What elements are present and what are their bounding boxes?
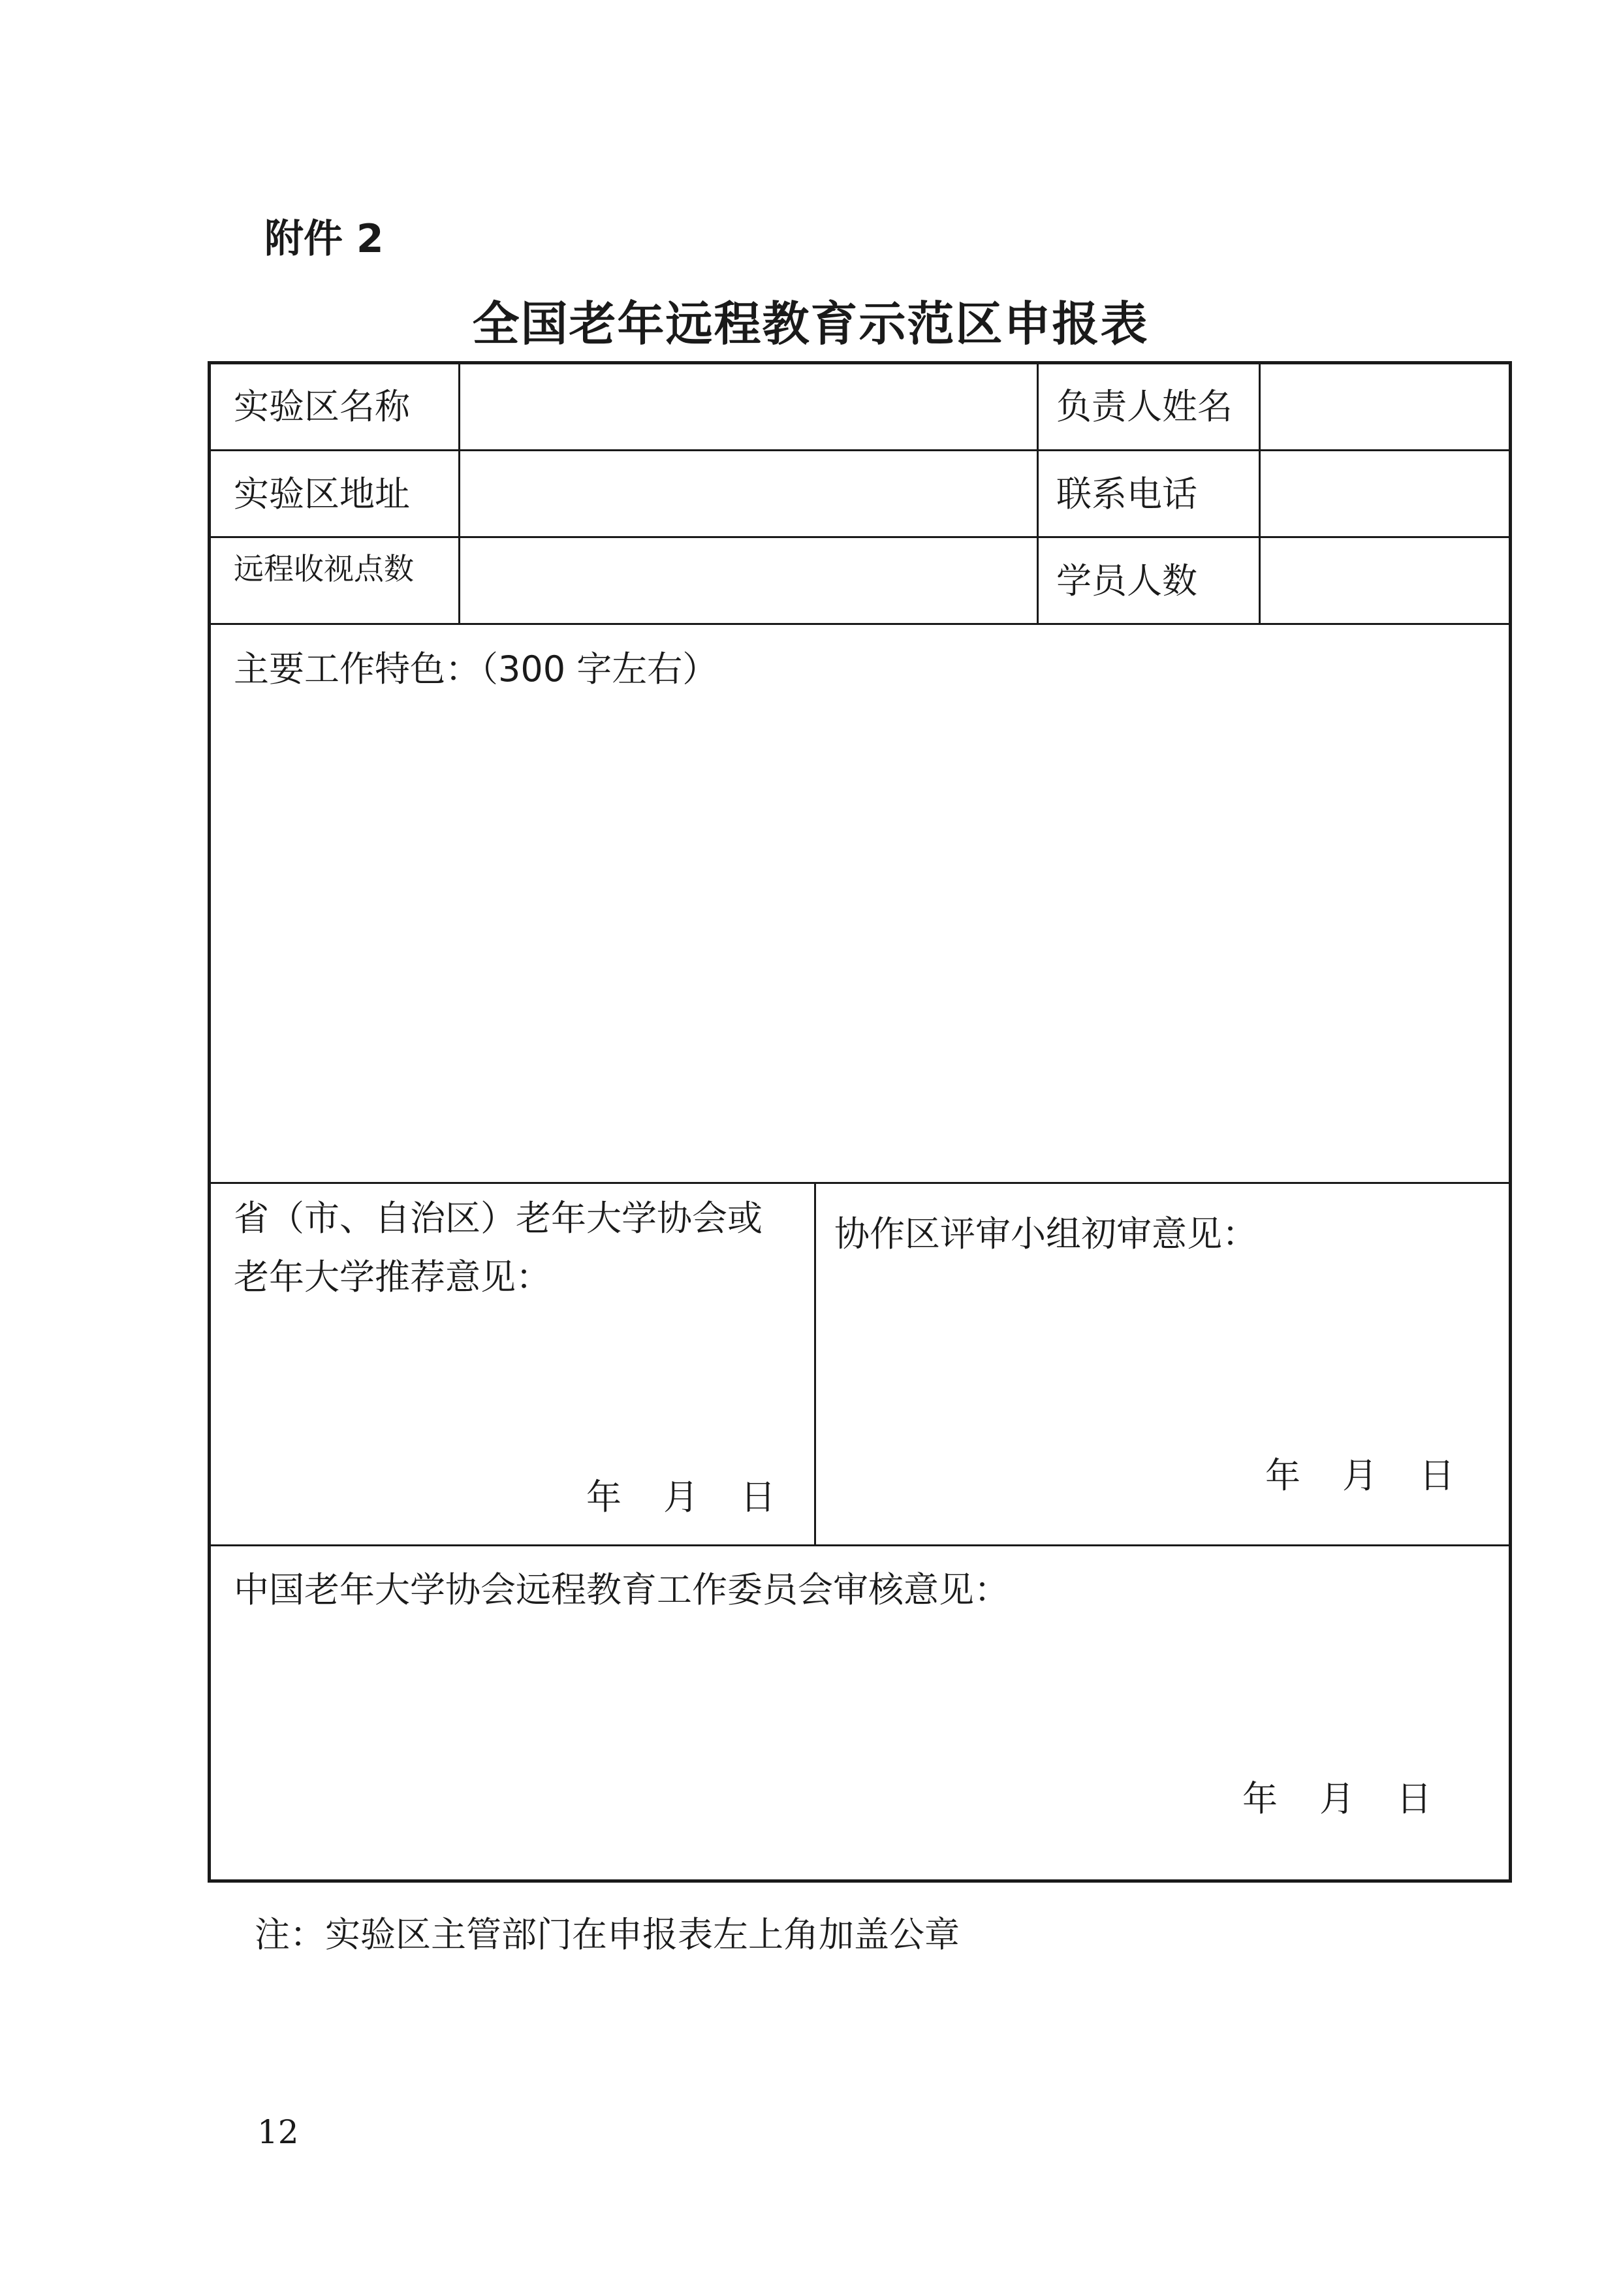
date-year: 年: [1242, 1778, 1278, 1819]
recommendation-area[interactable]: [211, 1311, 814, 1442]
committee-review-area[interactable]: [211, 1625, 1509, 1768]
recommendation-label-line1: 省（市、自治区）老年大学协会或: [234, 1198, 763, 1239]
student-count-label: 学员人数: [1056, 560, 1197, 601]
student-count-field[interactable]: [1261, 538, 1509, 623]
row-divider: [211, 1182, 1509, 1184]
contact-phone-field[interactable]: [1261, 451, 1509, 536]
date-day: 日: [740, 1476, 776, 1518]
row-divider: [211, 623, 1509, 625]
date-year: 年: [1265, 1455, 1300, 1496]
recommendation-date: [586, 1476, 776, 1518]
viewing-sites-label: 远程收视点数: [234, 551, 414, 586]
recommendation-label: [234, 1189, 763, 1307]
person-in-charge-label: 负责人姓名: [1056, 386, 1233, 427]
date-day: 日: [1419, 1455, 1455, 1496]
date-month: 月: [663, 1476, 699, 1518]
region-review-date: [1265, 1455, 1455, 1496]
district-address-field[interactable]: [460, 451, 1037, 536]
committee-review-date: [1242, 1778, 1432, 1819]
district-address-label: 实验区地址: [234, 473, 410, 515]
application-form: [208, 361, 1512, 1883]
page-number: 12: [257, 2113, 299, 2151]
date-day: 日: [1396, 1778, 1432, 1819]
work-features-label: 主要工作特色：（300 字左右）: [234, 648, 718, 690]
attachment-label: 附件 2: [264, 216, 384, 262]
footnote: 注：实验区主管部门在申报表左上角加盖公章: [255, 1914, 960, 1955]
viewing-sites-field[interactable]: [460, 538, 1037, 623]
date-year: 年: [586, 1476, 622, 1518]
person-in-charge-field[interactable]: [1261, 364, 1509, 449]
committee-review-label: 中国老年大学协会远程教育工作委员会审核意见：: [234, 1569, 1009, 1610]
region-review-label: 协作区评审小组初审意见：: [834, 1213, 1257, 1254]
date-month: 月: [1342, 1455, 1377, 1496]
region-review-area[interactable]: [816, 1279, 1509, 1442]
district-name-label: 实验区名称: [234, 386, 410, 427]
contact-phone-label: 联系电话: [1056, 473, 1197, 515]
date-month: 月: [1319, 1778, 1355, 1819]
work-features-area[interactable]: [211, 704, 1509, 1181]
document-title: 全国老年远程教育示范区申报表: [472, 296, 1149, 351]
district-name-field[interactable]: [460, 364, 1037, 449]
row-divider: [211, 1544, 1509, 1546]
column-divider: [1037, 364, 1039, 624]
recommendation-label-line2: 老年大学推荐意见：: [234, 1256, 551, 1298]
